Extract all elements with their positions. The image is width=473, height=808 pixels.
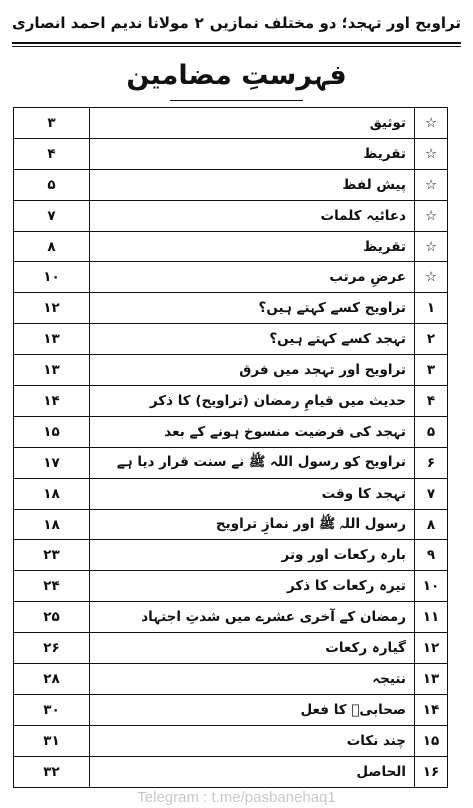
toc-entry-title: تقریظ — [90, 138, 415, 169]
toc-row — [14, 478, 448, 509]
toc-entry-page: ۱۴ — [14, 386, 90, 417]
toc-entry-page: ۱۸ — [14, 478, 90, 509]
toc-row — [14, 108, 448, 139]
toc-entry-title: دعائیہ کلمات — [90, 200, 415, 231]
toc-row — [14, 664, 448, 695]
toc-row — [14, 416, 448, 447]
toc-entry-page: ۱۷ — [14, 447, 90, 478]
toc-entry-title: عرضِ مرتب — [90, 262, 415, 293]
toc-entry-page: ۱۸ — [14, 509, 90, 540]
toc-entry-page: ۲۶ — [14, 633, 90, 664]
toc-row — [14, 169, 448, 200]
toc-entry-number: ۱۱ — [415, 602, 448, 633]
toc-row — [14, 447, 448, 478]
toc-row — [14, 324, 448, 355]
toc-row — [14, 386, 448, 417]
toc-row — [14, 571, 448, 602]
toc-row — [14, 633, 448, 664]
toc-entry-page: ۳۲ — [14, 756, 90, 787]
toc-entry-number: ☆ — [415, 138, 448, 169]
toc-entry-page: ۲۸ — [14, 664, 90, 695]
toc-entry-page: ۲۵ — [14, 602, 90, 633]
toc-entry-number: ☆ — [415, 231, 448, 262]
toc-entry-title: تراویح اور تہجد میں فرق — [90, 355, 415, 386]
toc-entry-title: چند نکات — [90, 725, 415, 756]
toc-entry-number: ☆ — [415, 200, 448, 231]
toc-entry-number: ۹ — [415, 540, 448, 571]
toc-row — [14, 200, 448, 231]
toc-entry-page: ۱۳ — [14, 324, 90, 355]
toc-entry-title: گیارہ رکعات — [90, 633, 415, 664]
header-book-title: تراویح اور تہجد؛ دو مختلف نمازیں — [209, 14, 461, 32]
toc-row — [14, 138, 448, 169]
toc-entry-title: رمضان کے آخری عشرے میں شدتِ اجتہاد — [90, 602, 415, 633]
toc-entry-title: نتیجہ — [90, 664, 415, 695]
toc-entry-number: ۱۵ — [415, 725, 448, 756]
toc-row — [14, 756, 448, 787]
toc-entry-page: ۱۳ — [14, 355, 90, 386]
toc-entry-number: ☆ — [415, 108, 448, 139]
toc-entry-page: ۱۰ — [14, 262, 90, 293]
toc-title-underline — [170, 100, 303, 101]
toc-entry-page: ۱۲ — [14, 293, 90, 324]
toc-entry-number: ۶ — [415, 447, 448, 478]
toc-entry-title: تہجد کا وقت — [90, 478, 415, 509]
toc-entry-page: ۸ — [14, 231, 90, 262]
toc-row — [14, 355, 448, 386]
toc-entry-title: تہجد کی فرضیت منسوخ ہونے کے بعد — [90, 416, 415, 447]
toc-entry-title: توثیق — [90, 108, 415, 139]
toc-entry-number: ۸ — [415, 509, 448, 540]
toc-row — [14, 262, 448, 293]
toc-entry-page: ۷ — [14, 200, 90, 231]
toc-entry-number: ☆ — [415, 169, 448, 200]
toc-entry-page: ۱۵ — [14, 416, 90, 447]
toc-entry-page: ۲۴ — [14, 571, 90, 602]
toc-title: فہرستِ مضامین — [126, 60, 347, 91]
toc-row — [14, 509, 448, 540]
toc-entry-page: ۳۰ — [14, 694, 90, 725]
toc-entry-number: ☆ — [415, 262, 448, 293]
toc-entry-number: ۱۳ — [415, 664, 448, 695]
toc-entry-title: تراویح کسے کہتے ہیں؟ — [90, 293, 415, 324]
toc-row — [14, 725, 448, 756]
header-page-number: ۲ — [194, 14, 204, 32]
toc-entry-title: رسول اللہ ﷺ اور نمازِ تراویح — [90, 509, 415, 540]
toc-entry-title: تہجد کسے کہتے ہیں؟ — [90, 324, 415, 355]
toc-entry-number: ۱۶ — [415, 756, 448, 787]
toc-row — [14, 602, 448, 633]
toc-entry-title: صحابیؓ کا فعل — [90, 694, 415, 725]
toc-entry-number: ۱۰ — [415, 571, 448, 602]
toc-entry-title: تراویح کو رسول اللہ ﷺ نے سنت قرار دیا ہے — [90, 447, 415, 478]
toc-entry-title: بارہ رکعات اور وتر — [90, 540, 415, 571]
toc-body — [14, 108, 448, 788]
toc-entry-number: ۲ — [415, 324, 448, 355]
toc-entry-number: ۱۲ — [415, 633, 448, 664]
toc-entry-page: ۴ — [14, 138, 90, 169]
toc-entry-page: ۳۱ — [14, 725, 90, 756]
toc-entry-title: تیرہ رکعات کا ذکر — [90, 571, 415, 602]
toc-table — [13, 107, 448, 788]
toc-entry-title: حدیث میں قیامِ رمضان (تراویح) کا ذکر — [90, 386, 415, 417]
header-author: مولانا ندیم احمد انصاری — [12, 14, 189, 32]
toc-row — [14, 694, 448, 725]
toc-row — [14, 293, 448, 324]
toc-entry-title: الحاصل — [90, 756, 415, 787]
toc-entry-number: ۳ — [415, 355, 448, 386]
toc-entry-number: ۱ — [415, 293, 448, 324]
toc-entry-number: ۱۴ — [415, 694, 448, 725]
running-header — [12, 6, 461, 40]
watermark: Telegram : t.me/pasbanehaq1 — [137, 789, 336, 806]
toc-row — [14, 540, 448, 571]
toc-entry-number: ۵ — [415, 416, 448, 447]
toc-entry-number: ۷ — [415, 478, 448, 509]
header-rule — [12, 42, 461, 44]
toc-entry-page: ۵ — [14, 169, 90, 200]
header-rule-thin — [12, 46, 461, 47]
toc-entry-page: ۳ — [14, 108, 90, 139]
toc-entry-title: تقریظ — [90, 231, 415, 262]
toc-entry-page: ۲۳ — [14, 540, 90, 571]
toc-entry-number: ۴ — [415, 386, 448, 417]
toc-entry-title: پیش لفظ — [90, 169, 415, 200]
toc-row — [14, 231, 448, 262]
